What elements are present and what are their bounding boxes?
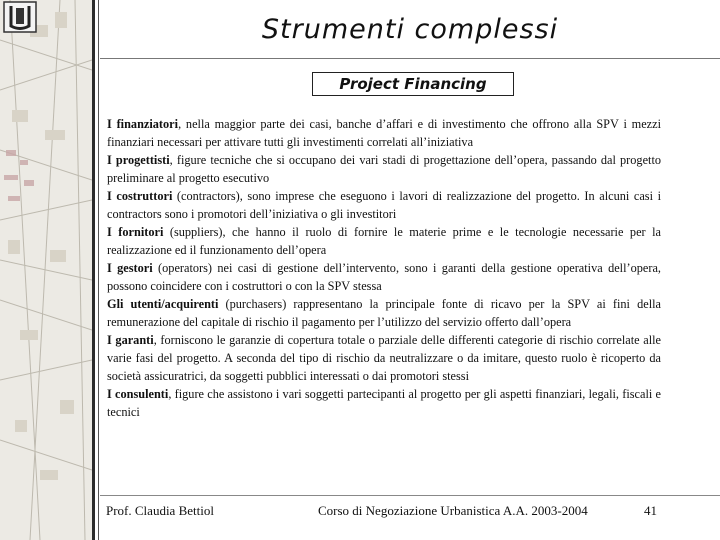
title-divider [100, 58, 720, 59]
list-item [107, 259, 661, 295]
list-item [107, 295, 661, 331]
entry-text: (suppliers), che hanno il ruolo di fornire le materie prime e le tecnologie necessarie per la realizzazione ed il funzionamento dell’opera [107, 225, 661, 257]
university-logo-icon [0, 0, 40, 34]
footer-course: Corso di Negoziazione Urbanistica A.A. 2003-2004 [318, 503, 588, 518]
entry-text: , nella maggior parte dei casi, banche d’affari e di investimento che offrono alla SPV i mezzi finanziari necessari per attivare tutti gli investimenti correlati all’iniziativa [107, 117, 662, 149]
section-subtitle: Project Financing [312, 72, 514, 96]
entry-text: (contractors), sono imprese che eseguono i lavori di realizzazione del progetto. In alcuni casi i contractors sono i promotori dell’iniziativa o gli investitori [107, 189, 661, 221]
list-item [107, 331, 661, 385]
vertical-divider-thin [98, 0, 99, 540]
list-item [107, 223, 661, 259]
entry-text: , figure tecniche che si occupano dei vari stadi di progettazione dell’opera, passando dal progetto preliminare al progetto esecutivo [107, 153, 662, 185]
page-number: 41 [644, 503, 657, 518]
vertical-divider-thick [92, 0, 95, 540]
entry-text: (purchasers) rappresentano la principale fonte di ricavo per la SPV ai fini della remunerazione del capitale di rischio il pagamento per l’utilizzo del servizio offerto dall’opera [107, 297, 661, 329]
entry-term: I gestori [107, 261, 153, 275]
list-item [107, 187, 661, 223]
entry-term: I consulenti [107, 387, 169, 401]
entry-text: , figure che assistono i vari soggetti partecipanti al progetto per gli aspetti finanziari, legali, fiscali e tecnici [107, 387, 661, 419]
entry-term: I progettisti [107, 153, 170, 167]
decorative-map-strip [0, 0, 92, 540]
page-title: Strumenti complessi [261, 14, 559, 45]
entry-term: I garanti [107, 333, 154, 347]
city-map-icon [0, 0, 92, 540]
entry-term: Gli utenti/acquirenti [107, 297, 219, 311]
entry-term: I fornitori [107, 225, 164, 239]
footer-author: Prof. Claudia Bettiol [106, 503, 214, 518]
list-item [107, 385, 661, 421]
entry-term: I finanziatori [107, 117, 179, 131]
list-item [107, 151, 661, 187]
list-item [107, 115, 661, 151]
content-body [107, 115, 661, 421]
entry-text: (operators) nei casi di gestione dell’intervento, sono i garanti della gestione operativa dell’opera, possono coincidere con i costruttori o con la SPV stessa [107, 261, 661, 293]
entry-term: I costruttori [107, 189, 173, 203]
entry-text: , forniscono le garanzie di copertura totale o parziale delle differenti categorie di rischio correlate alle varie fasi del progetto. A seconda del tipo di rischio da neutralizzare o da imitare, questo ruolo è ricoperto da società assicuratrici, da soggetti pubblici interessati o dai promotori stessi [107, 333, 661, 383]
footer-divider [100, 495, 720, 496]
